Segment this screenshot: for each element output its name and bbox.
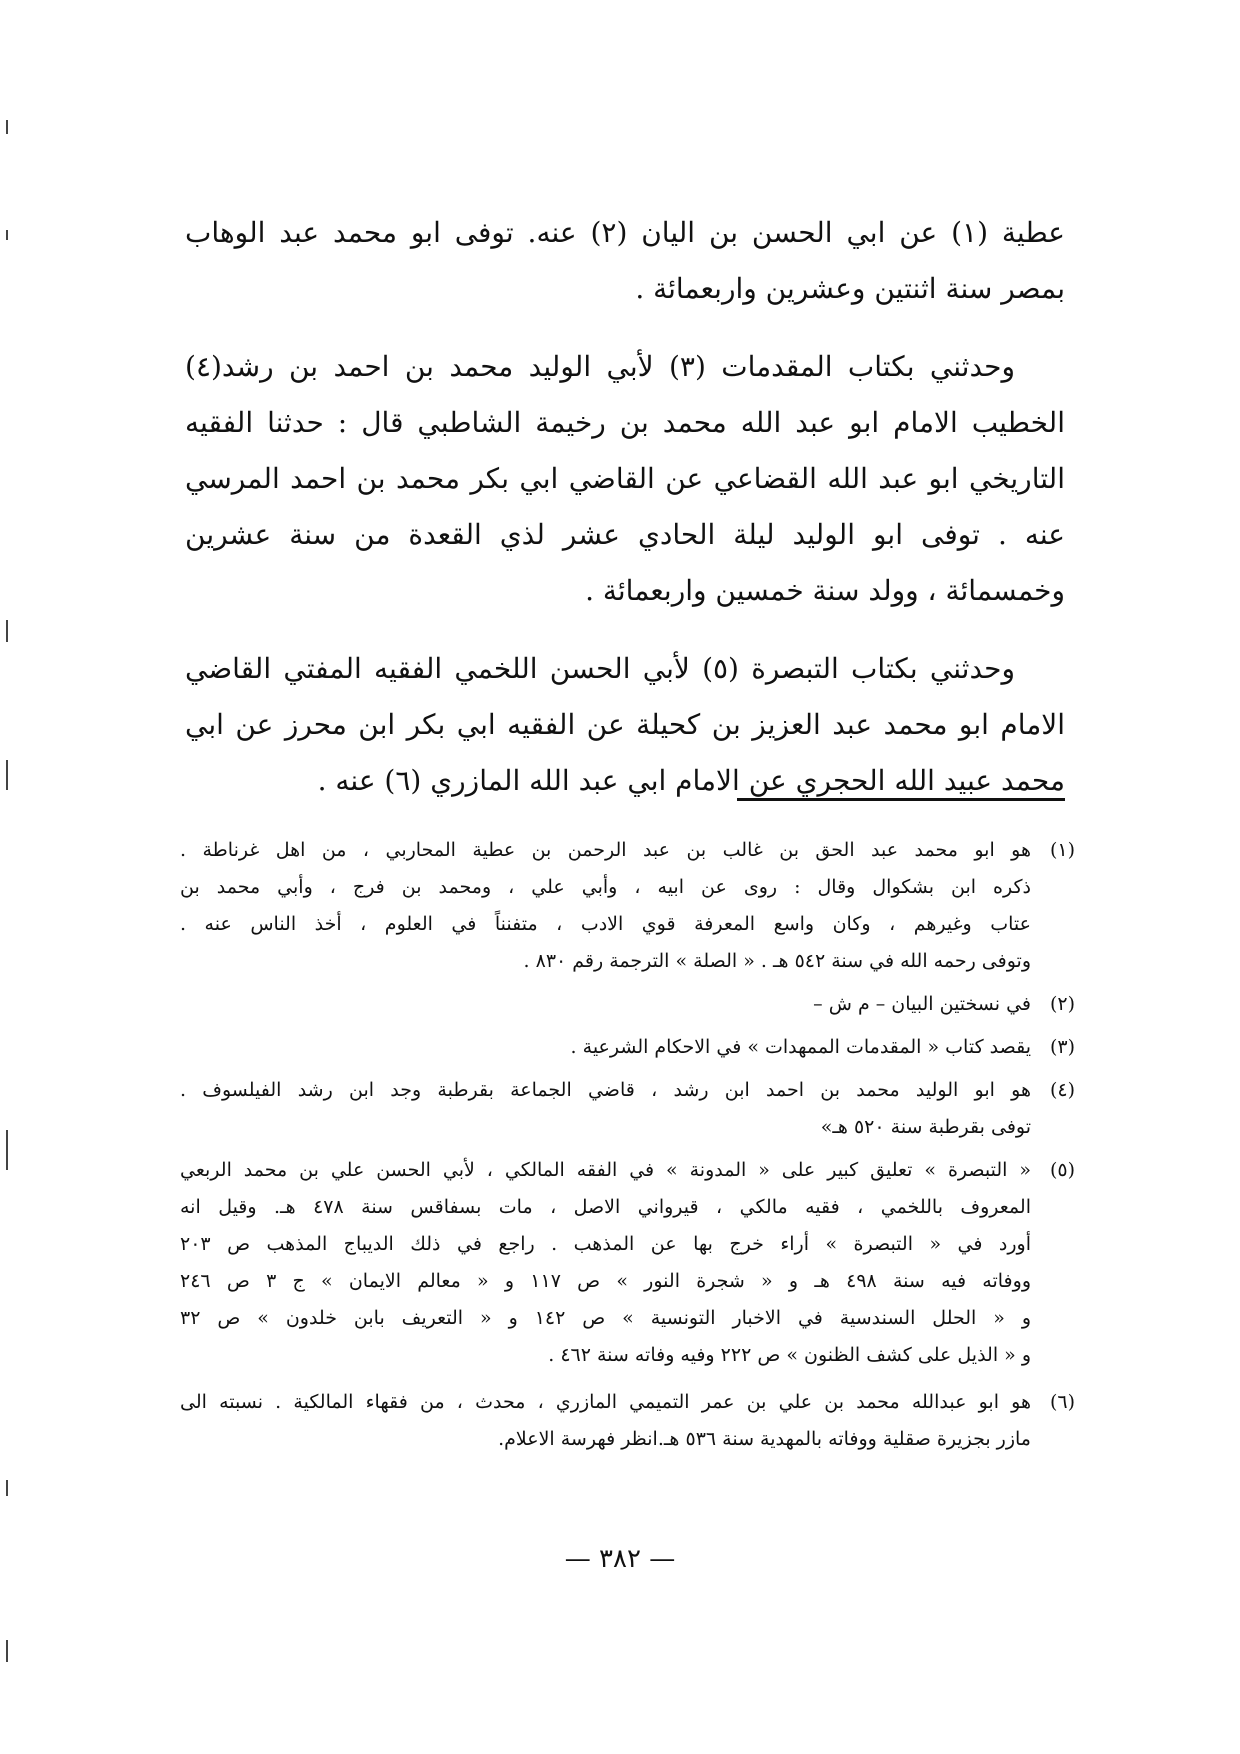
page-number: — ٣٨٢ — [564, 1544, 676, 1574]
footnote-number: (٥) [1049, 1159, 1075, 1181]
footnote-5 [180, 1152, 1075, 1374]
footnote-text [180, 1152, 1031, 1374]
footnote-line: وتوفى رحمه الله في سنة ٥٤٢ هـ . « الصلة » الترجمة رقم ٨٣٠ . [523, 950, 1031, 972]
scan-edge-mark [6, 1130, 8, 1170]
scan-edge-mark [6, 620, 8, 642]
scan-edge-mark [6, 120, 8, 134]
footnote-2 [180, 986, 1075, 1023]
footnote-line: أورد في « التبصرة » أراء خرج بها عن المذهب . راجع في ذلك الديباج المذهب ص ٢٠٣ [180, 1233, 1031, 1255]
footnote-number: (٢) [1049, 993, 1075, 1015]
footnote-line: توفى بقرطبة سنة ٥٢٠ هـ» [820, 1116, 1031, 1138]
footnote-line: المعروف باللخمي ، فقيه مالكي ، قيرواني الاصل ، مات بسفاقس سنة ٤٧٨ هـ. وقيل انه [180, 1196, 1031, 1218]
footnote-line: في نسختين البيان – م ش – [813, 993, 1031, 1015]
footnotes [180, 832, 1075, 1464]
footnote-4 [180, 1072, 1075, 1146]
footnote-text [180, 1029, 1031, 1066]
footnote-line: و « الذيل على كشف الظنون » ص ٢٢٢ وفيه وفاته سنة ٤٦٢ . [548, 1344, 1031, 1366]
footnote-1 [180, 832, 1075, 980]
footnote-line: عتاب وغيرهم ، وكان واسع المعرفة قوي الادب ، متفنناً في العلوم ، أخذ الناس عنه . [180, 913, 1031, 935]
footnote-line: هو ابو الوليد محمد بن احمد ابن رشد ، قاضي الجماعة بقرطبة وجد ابن رشد الفيلسوف . [180, 1079, 1031, 1101]
footnote-number: (٣) [1049, 1036, 1075, 1058]
scan-edge-mark [6, 1640, 8, 1662]
footnote-number: (١) [1049, 839, 1075, 861]
paragraph-3: وحدثني بكتاب التبصرة (٥) لأبي الحسن اللخمي الفقيه المفتي القاضي الامام ابو محمد عبد العزيز بن كحيلة عن الفقيه ابي بكر ابن محرز عن ابي محمد عبيد الله الحجري عن الامام ابي عبد الله المازري (٦) عنه . [185, 652, 1065, 797]
footnote-line: ووفاته فيه سنة ٤٩٨ هـ و « شجرة النور » ص ١١٧ و « معالم الايمان » ج ٣ ص ٢٤٦ [180, 1270, 1031, 1292]
paragraph-2: وحدثني بكتاب المقدمات (٣) لأبي الوليد محمد بن احمد بن رشد(٤) الخطيب الامام ابو عبد الله محمد بن رخيمة الشاطبي قال : حدثنا الفقيه التاريخي ابو عبد الله القضاعي عن القاضي ابي بكر محمد بن احمد المرسي عنه . توفى ابو الوليد ليلة الحادي عشر لذي القعدة من سنة عشرين وخمسمائة ، وولد سنة خمسين واربعمائة . [185, 350, 1065, 607]
footnote-number: (٤) [1049, 1079, 1075, 1101]
scan-edge-mark [6, 1480, 8, 1496]
footnote-text [180, 1072, 1031, 1146]
scan-edge-mark [6, 760, 8, 790]
footnote-line: مازر بجزيرة صقلية ووفاته بالمهدية سنة ٥٣٦ هـ.انظر فهرسة الاعلام. [498, 1428, 1031, 1450]
footnote-line: هو ابو محمد عبد الحق بن غالب بن عبد الرحمن بن عطية المحاربي ، من اهل غرناطة . [180, 839, 1031, 861]
main-text [185, 205, 1065, 831]
footnote-text [180, 986, 1031, 1023]
footnote-3 [180, 1029, 1075, 1066]
footnote-6 [180, 1384, 1075, 1458]
paragraph-1: عطية (١) عن ابي الحسن بن اليان (٢) عنه. توفى ابو محمد عبد الوهاب بمصر سنة اثنتين وعشرين واربعمائة . [185, 216, 1065, 305]
footnote-text [180, 832, 1031, 980]
footnote-separator [737, 798, 1065, 801]
footnote-line: ذكره ابن بشكوال وقال : روى عن ابيه ، وأبي علي ، ومحمد بن فرج ، وأبي محمد بن [180, 876, 1031, 898]
footnote-text [180, 1384, 1031, 1458]
footnote-line: هو ابو عبدالله محمد بن علي بن عمر التميمي المازري ، محدث ، من فقهاء المالكية . نسبته الى [180, 1391, 1031, 1413]
footnote-line: و « الحلل السندسية في الاخبار التونسية » ص ١٤٢ و « التعريف بابن خلدون » ص ٣٢ [180, 1307, 1031, 1329]
footnote-line: يقصد كتاب « المقدمات الممهدات » في الاحكام الشرعية . [570, 1036, 1031, 1058]
scan-edge-mark [6, 230, 8, 240]
footnote-line: « التبصرة » تعليق كبير على « المدونة » في الفقه المالكي ، لأبي الحسن علي بن محمد الربعي [180, 1159, 1031, 1181]
footnote-number: (٦) [1049, 1391, 1075, 1413]
